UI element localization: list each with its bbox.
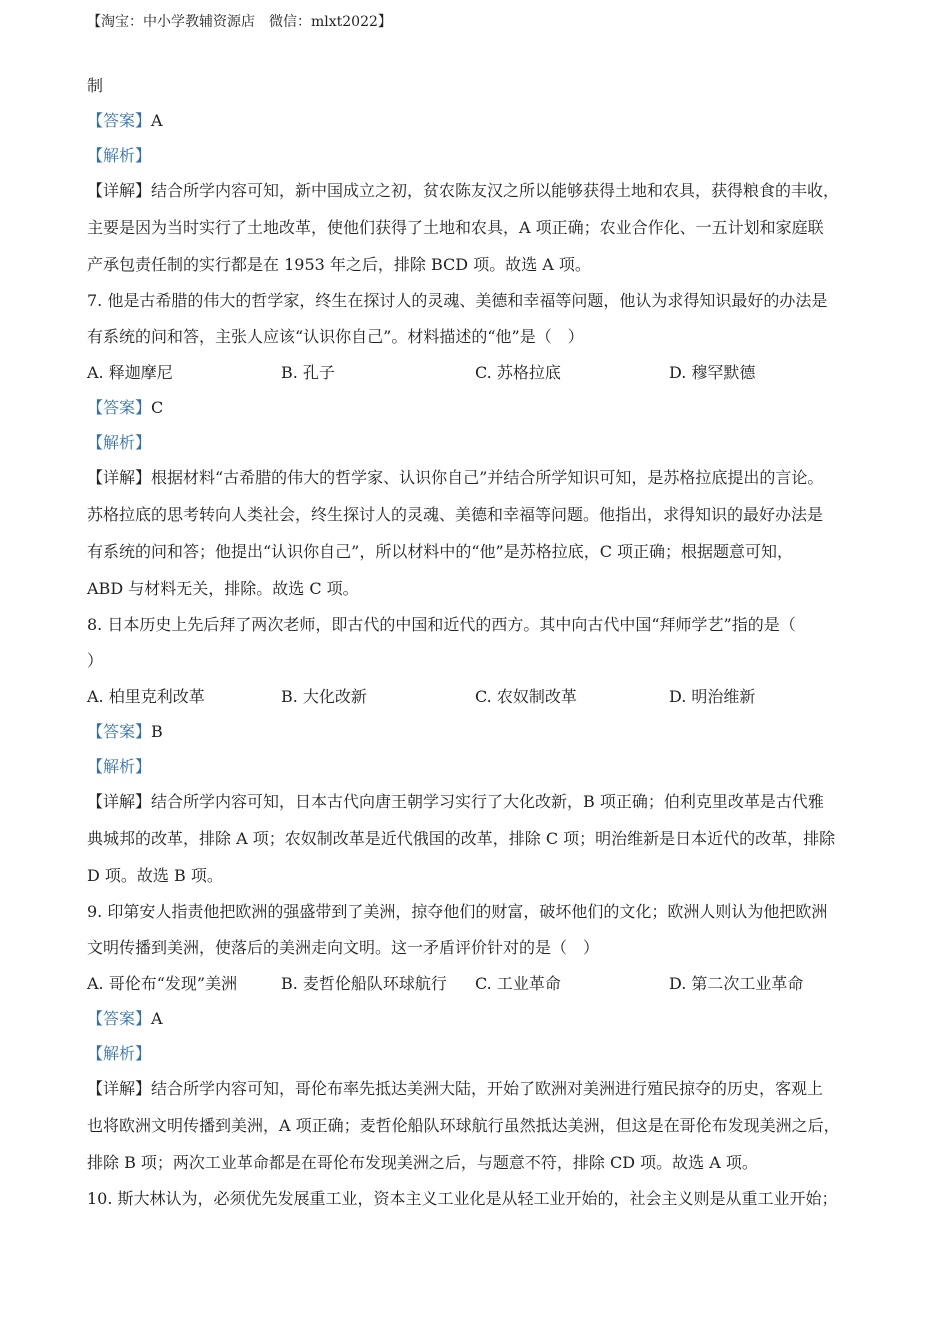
q7-analysis-tag: 【解析】 [87, 433, 152, 452]
answer-tag: 【答案】 [87, 722, 152, 741]
q6-detail-line: 产承包责任制的实行都是在 1953 年之后，排除 BCD 项。故选 A 项。 [87, 255, 591, 274]
q9-detail-line: 【详解】结合所学内容可知，哥伦布率先抵达美洲大陆，开始了欧洲对美洲进行殖民掠夺的历史，客观上 [87, 1079, 824, 1098]
q9-answer [87, 1009, 163, 1029]
q6-detail-line: 【详解】结合所学内容可知，新中国成立之初，贫农陈友汉之所以能够获得土地和农具，获得粮食的丰收， [87, 181, 840, 200]
q9-detail-line: 也将欧洲文明传播到美洲，A 项正确；麦哲伦船队环球航行虽然抵达美洲，但这是在哥伦布发现美洲之后， [87, 1116, 840, 1135]
q9-detail-line: 排除 B 项；两次工业革命都是在哥伦布发现美洲之后，与题意不符，排除 CD 项。故选 A 项。 [87, 1153, 758, 1172]
q8-answer [87, 722, 163, 742]
q7-detail-line: 有系统的问和答；他提出“认识你自己”，所以材料中的“他”是苏格拉底，C 项正确；根据题意可知， [87, 542, 794, 561]
q8-detail-line: D 项。故选 B 项。 [87, 866, 223, 885]
q9-stem-line: 文明传播到美洲，使落后的美洲走向文明。这一矛盾评价针对的是（ ） [87, 938, 600, 957]
q7-detail-line: ABD 与材料无关，排除。故选 C 项。 [87, 579, 359, 598]
q7-option-b: B. 孔子 [281, 363, 335, 382]
q8-option-a: A. 柏里克利改革 [87, 687, 205, 706]
q6-analysis-tag: 【解析】 [87, 146, 152, 165]
q8-stem-line: ） [87, 651, 104, 670]
answer-tag: 【答案】 [87, 111, 152, 130]
q7-option-c: C. 苏格拉底 [475, 363, 561, 382]
q9-answer-value: A [151, 1009, 163, 1028]
q7-detail-line: 苏格拉底的思考转向人类社会，终生探讨人的灵魂、美德和幸福等问题。他指出，求得知识的最好办法是 [87, 505, 824, 524]
q6-detail-line: 主要是因为当时实行了土地改革，使他们获得了土地和农具，A 项正确；农业合作化、一五计划和家庭联 [87, 218, 824, 237]
q8-option-c: C. 农奴制改革 [475, 687, 577, 706]
q8-answer-value: B [151, 722, 163, 741]
q7-detail-line: 【详解】根据材料“古希腊的伟大的哲学家、认识你自己”并结合所学知识可知，是苏格拉底提出的言论。 [87, 468, 824, 487]
q9-option-d: D. 第二次工业革命 [669, 974, 804, 993]
q7-option-a: A. 释迦摩尼 [87, 363, 173, 382]
q7-answer-value: C [151, 398, 164, 417]
q8-analysis-tag: 【解析】 [87, 757, 152, 776]
q8-option-b: B. 大化改新 [281, 687, 367, 706]
page-header: 【淘宝：中小学教辅资源店 微信：mlxt2022】 [87, 14, 392, 30]
q10-stem-line: 10. 斯大林认为，必须优先发展重工业，资本主义工业化是从轻工业开始的，社会主义则是从重工业开始； [87, 1189, 838, 1208]
answer-tag: 【答案】 [87, 398, 152, 417]
q9-option-a: A. 哥伦布“发现”美洲 [87, 974, 238, 993]
q7-answer [87, 398, 163, 418]
q8-stem-line: 8. 日本历史上先后拜了两次老师，即古代的中国和近代的西方。其中向古代中国“拜师学艺”指的是（ [87, 615, 796, 634]
q8-option-d: D. 明治维新 [669, 687, 756, 706]
q7-stem-line: 有系统的问和答，主张人应该“认识你自己”。材料描述的“他”是（ ） [87, 327, 584, 346]
q7-option-d: D. 穆罕默德 [669, 363, 756, 382]
q7-stem-line: 7. 他是古希腊的伟大的哲学家，终生在探讨人的灵魂、美德和幸福等问题，他认为求得知识最好的办法是 [87, 291, 828, 310]
answer-tag: 【答案】 [87, 1009, 152, 1028]
q9-stem-line: 9. 印第安人指责他把欧洲的强盛带到了美洲，掠夺他们的财富，破坏他们的文化；欧洲人则认为他把欧洲 [87, 902, 828, 921]
q8-detail-line: 【详解】结合所学内容可知，日本古代向唐王朝学习实行了大化改新，B 项正确；伯利克里改革是古代雅 [87, 792, 824, 811]
q9-option-b: B. 麦哲伦船队环球航行 [281, 974, 447, 993]
q8-detail-line: 典城邦的改革，排除 A 项；农奴制改革是近代俄国的改革，排除 C 项；明治维新是日本近代的改革，排除 [87, 829, 836, 848]
q6-answer [87, 111, 163, 131]
q9-analysis-tag: 【解析】 [87, 1044, 152, 1063]
q6-stem-tail: 制 [87, 76, 104, 95]
q9-option-c: C. 工业革命 [475, 974, 561, 993]
q6-answer-value: A [151, 111, 163, 130]
